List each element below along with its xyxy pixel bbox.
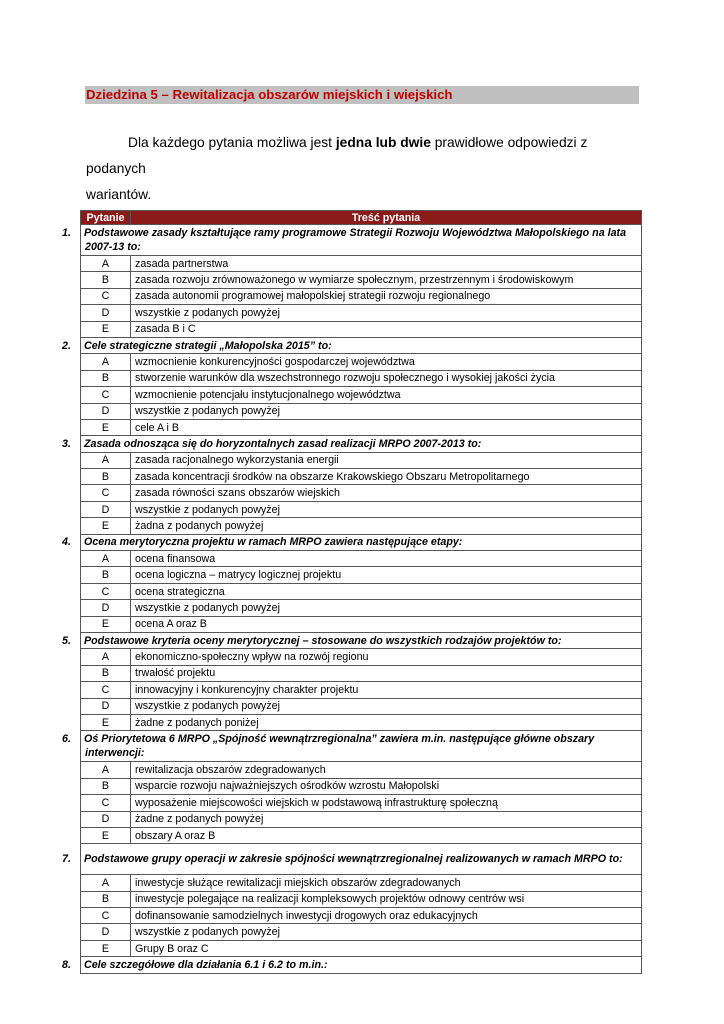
answer-letter: B bbox=[81, 272, 131, 288]
answer-letter: D bbox=[81, 403, 131, 419]
answer-text: wzmocnienie potencjału instytucjonalnego województwa bbox=[131, 387, 642, 403]
answer-letter: E bbox=[81, 321, 131, 337]
answer-row bbox=[81, 616, 642, 632]
answer-letter: B bbox=[81, 469, 131, 485]
answer-text: ocena strategiczna bbox=[131, 583, 642, 599]
answer-text: zasada racjonalnego wykorzystania energii bbox=[131, 452, 642, 468]
answer-letter: B bbox=[81, 567, 131, 583]
question-text bbox=[62, 225, 642, 256]
question-text bbox=[62, 957, 642, 973]
answer-text: cele A i B bbox=[131, 419, 642, 435]
answer-letter: C bbox=[81, 288, 131, 304]
answer-text: żadna z podanych powyżej bbox=[131, 518, 642, 534]
question-label: Zasada odnosząca się do horyzontalnych zasad realizacji MRPO 2007-2013 to: bbox=[84, 437, 482, 450]
question-row bbox=[81, 957, 642, 973]
answer-row bbox=[81, 891, 642, 907]
questions-table bbox=[62, 210, 642, 974]
answer-row bbox=[81, 682, 642, 698]
answer-text: wszystkie z podanych powyżej bbox=[131, 403, 642, 419]
question-text bbox=[62, 731, 642, 762]
header-question-number: Pytanie bbox=[81, 211, 131, 225]
question-number: 6. bbox=[62, 733, 71, 746]
answer-row bbox=[81, 501, 642, 517]
answer-letter: B bbox=[81, 778, 131, 794]
answer-row bbox=[81, 940, 642, 956]
answer-row bbox=[81, 811, 642, 827]
answer-text: zasada rozwoju zrównoważonego w wymiarze społecznym, przestrzennym i środowiskowym bbox=[131, 272, 642, 288]
answer-letter: B bbox=[81, 891, 131, 907]
answer-letter: A bbox=[81, 551, 131, 567]
answer-text: zasada koncentracji środków na obszarze Krakowskiego Obszaru Metropolitarnego bbox=[131, 469, 642, 485]
answer-row bbox=[81, 321, 642, 337]
answer-row bbox=[81, 256, 642, 272]
answer-row bbox=[81, 518, 642, 534]
answer-letter: A bbox=[81, 452, 131, 468]
questions-body bbox=[62, 225, 642, 974]
answer-letter: C bbox=[81, 583, 131, 599]
answer-text: wszystkie z podanych powyżej bbox=[131, 501, 642, 517]
intro-paragraph bbox=[86, 130, 642, 208]
question-number: 5. bbox=[62, 634, 71, 647]
answer-row bbox=[81, 469, 642, 485]
answer-letter: B bbox=[81, 370, 131, 386]
header-question-content: Treść pytania bbox=[131, 211, 642, 225]
answer-text: ocena finansowa bbox=[131, 551, 642, 567]
answer-letter: A bbox=[81, 762, 131, 778]
answer-letter: C bbox=[81, 485, 131, 501]
question-number: 4. bbox=[62, 536, 71, 549]
question-row bbox=[81, 337, 642, 353]
answer-letter: C bbox=[81, 387, 131, 403]
answer-text: wsparcie rozwoju najważniejszych ośrodków wzrostu Małopolski bbox=[131, 778, 642, 794]
answer-text: innowacyjny i konkurencyjny charakter projektu bbox=[131, 682, 642, 698]
answer-text: obszary A oraz B bbox=[131, 827, 642, 843]
answer-letter: D bbox=[81, 924, 131, 940]
answer-row bbox=[81, 795, 642, 811]
answer-row bbox=[81, 924, 642, 940]
answer-row bbox=[81, 908, 642, 924]
answer-text: ekonomiczno-społeczny wpływ na rozwój regionu bbox=[131, 649, 642, 665]
answer-text: rewitalizacja obszarów zdegradowanych bbox=[131, 762, 642, 778]
answer-letter: A bbox=[81, 875, 131, 891]
answer-text: ocena A oraz B bbox=[131, 616, 642, 632]
question-text bbox=[62, 337, 642, 353]
answer-row bbox=[81, 698, 642, 714]
table-header-row bbox=[81, 211, 642, 225]
answer-row bbox=[81, 288, 642, 304]
answer-row bbox=[81, 875, 642, 891]
answer-row bbox=[81, 583, 642, 599]
answer-text: zasada autonomii programowej małopolskiej strategii rozwoju regionalnego bbox=[131, 288, 642, 304]
question-text bbox=[62, 632, 642, 648]
answer-letter: E bbox=[81, 616, 131, 632]
answer-row bbox=[81, 485, 642, 501]
answer-letter: D bbox=[81, 305, 131, 321]
answer-row bbox=[81, 305, 642, 321]
answer-text: wzmocnienie konkurencyjności gospodarczej województwa bbox=[131, 354, 642, 370]
answer-row bbox=[81, 370, 642, 386]
answer-text: wszystkie z podanych powyżej bbox=[131, 698, 642, 714]
answer-text: wszystkie z podanych powyżej bbox=[131, 924, 642, 940]
answer-letter: E bbox=[81, 714, 131, 730]
question-text bbox=[62, 844, 642, 875]
answer-text: ocena logiczna – matrycy logicznej projektu bbox=[131, 567, 642, 583]
answer-letter: D bbox=[81, 600, 131, 616]
question-label: Cele szczegółowe dla działania 6.1 i 6.2 to m.in.: bbox=[84, 958, 328, 971]
question-number: 3. bbox=[62, 437, 71, 450]
answer-text: dofinansowanie samodzielnych inwestycji drogowych oraz edukacyjnych bbox=[131, 908, 642, 924]
question-row bbox=[81, 731, 642, 762]
answer-letter: E bbox=[81, 940, 131, 956]
question-label: Ocena merytoryczna projektu w ramach MRPO zawiera następujące etapy: bbox=[84, 536, 463, 549]
answer-text: inwestycje polegające na realizacji kompleksowych projektów odnowy centrów wsi bbox=[131, 891, 642, 907]
answer-text: inwestycje służące rewitalizacji miejskich obszarów zdegradowanych bbox=[131, 875, 642, 891]
answer-row bbox=[81, 452, 642, 468]
answer-row bbox=[81, 649, 642, 665]
question-text bbox=[62, 436, 642, 452]
answer-text: wszystkie z podanych powyżej bbox=[131, 600, 642, 616]
answer-row bbox=[81, 272, 642, 288]
answer-row bbox=[81, 567, 642, 583]
answer-letter: D bbox=[81, 501, 131, 517]
answer-text: wszystkie z podanych powyżej bbox=[131, 305, 642, 321]
question-text bbox=[62, 534, 642, 550]
intro-line-2: wariantów. bbox=[86, 187, 152, 202]
answer-text: zasada B i C bbox=[131, 321, 642, 337]
answer-row bbox=[81, 714, 642, 730]
intro-text-bold: jedna lub dwie bbox=[335, 135, 431, 150]
answer-text: zasada równości szans obszarów wiejskich bbox=[131, 485, 642, 501]
intro-line-1 bbox=[86, 130, 642, 182]
intro-text-before: Dla każdego pytania możliwa jest bbox=[128, 135, 336, 150]
answer-row bbox=[81, 387, 642, 403]
answer-letter: B bbox=[81, 665, 131, 681]
question-row bbox=[81, 225, 642, 256]
question-label: Podstawowe zasady kształtujące ramy programowe Strategii Rozwoju Województwa Małopolskiego na lata 2007-13 to: bbox=[84, 227, 627, 253]
answer-letter: A bbox=[81, 649, 131, 665]
question-label: Podstawowe kryteria oceny merytorycznej – stosowane do wszystkich rodzajów projektów to: bbox=[84, 634, 562, 647]
section-heading: Dziedzina 5 – Rewitalizacja obszarów miejskich i wiejskich bbox=[86, 87, 453, 102]
answer-letter: E bbox=[81, 518, 131, 534]
answer-row bbox=[81, 778, 642, 794]
answer-text: wyposażenie miejscowości wiejskich w podstawową infrastrukturę społeczną bbox=[131, 795, 642, 811]
answer-text: Grupy B oraz C bbox=[131, 940, 642, 956]
answer-letter: C bbox=[81, 795, 131, 811]
answer-row bbox=[81, 354, 642, 370]
answer-row bbox=[81, 665, 642, 681]
question-row bbox=[81, 632, 642, 648]
answer-text: zasada partnerstwa bbox=[131, 256, 642, 272]
answer-letter: E bbox=[81, 419, 131, 435]
question-label: Podstawowe grupy operacji w zakresie spójności wewnątrzregionalnej realizowanych w ramach MRPO to: bbox=[84, 853, 623, 866]
answer-letter: D bbox=[81, 811, 131, 827]
answer-row bbox=[81, 551, 642, 567]
answer-letter: A bbox=[81, 256, 131, 272]
answer-row bbox=[81, 827, 642, 843]
answer-text: stworzenie warunków dla wszechstronnego rozwoju społecznego i wysokiej jakości życia bbox=[131, 370, 642, 386]
question-row bbox=[81, 844, 642, 875]
answer-letter: C bbox=[81, 908, 131, 924]
question-label: Oś Priorytetowa 6 MRPO „Spójność wewnątrzregionalna” zawiera m.in. następujące główne obszary interwencji: bbox=[84, 733, 595, 760]
question-label: Cele strategiczne strategii „Małopolska 2015” to: bbox=[84, 339, 332, 352]
answer-letter: A bbox=[81, 354, 131, 370]
answer-letter: D bbox=[81, 698, 131, 714]
question-number: 8. bbox=[62, 958, 71, 971]
question-row bbox=[81, 436, 642, 452]
answer-row bbox=[81, 403, 642, 419]
question-number: 2. bbox=[62, 339, 71, 352]
question-row bbox=[81, 534, 642, 550]
answer-letter: E bbox=[81, 827, 131, 843]
question-number: 1. bbox=[62, 227, 71, 239]
intro-text-after: prawidłowe odpowiedzi z podanych bbox=[86, 135, 588, 176]
question-number: 7. bbox=[62, 853, 71, 866]
answer-letter: C bbox=[81, 682, 131, 698]
answer-text: żadne z podanych powyżej bbox=[131, 811, 642, 827]
answer-row bbox=[81, 600, 642, 616]
answer-row bbox=[81, 419, 642, 435]
answer-text: żadne z podanych poniżej bbox=[131, 714, 642, 730]
answer-text: trwałość projektu bbox=[131, 665, 642, 681]
answer-row bbox=[81, 762, 642, 778]
